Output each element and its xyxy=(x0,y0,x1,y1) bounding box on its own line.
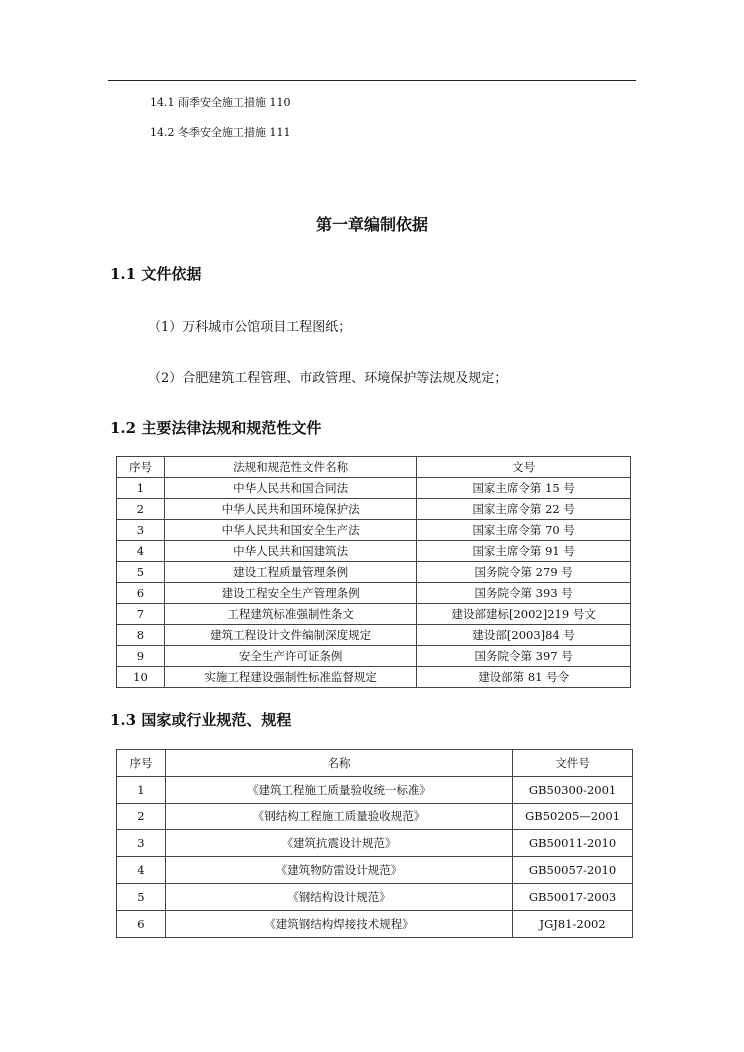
table-cell: 国家主席令第 15 号 xyxy=(417,478,631,499)
table-cell: 7 xyxy=(117,604,165,625)
table-cell: GB50057-2010 xyxy=(513,857,633,884)
standards-table xyxy=(116,749,633,938)
table-cell: 中华人民共和国建筑法 xyxy=(164,541,416,562)
list-item: （2）合肥建筑工程管理、市政管理、环境保护等法规及规定； xyxy=(148,371,508,386)
table-row xyxy=(117,541,631,562)
table-cell: 中华人民共和国合同法 xyxy=(164,478,416,499)
table-cell: 国家主席令第 70 号 xyxy=(417,520,631,541)
table-cell: 国家主席令第 91 号 xyxy=(417,541,631,562)
table-row xyxy=(117,520,631,541)
table-row xyxy=(117,562,631,583)
table-row xyxy=(117,803,633,830)
column-header: 序号 xyxy=(117,750,166,777)
table-cell: 《钢结构工程施工质量验收规范》 xyxy=(165,803,512,830)
table-cell: 3 xyxy=(117,830,166,857)
table-cell: 国务院令第 397 号 xyxy=(417,646,631,667)
table-cell: GB50017-2003 xyxy=(513,883,633,910)
table-row xyxy=(117,667,631,688)
section-heading-1-3: 1.3 国家或行业规范、规程 xyxy=(110,711,292,729)
table-cell: GB50300-2001 xyxy=(513,776,633,803)
table-row xyxy=(117,857,633,884)
table-cell: 4 xyxy=(117,857,166,884)
table-cell: 《建筑物防雷设计规范》 xyxy=(165,857,512,884)
table-header-row xyxy=(117,750,633,777)
table-cell: 6 xyxy=(117,583,165,604)
table-cell: 《钢结构设计规范》 xyxy=(165,883,512,910)
table-cell: 建设部建标[2002]219 号文 xyxy=(417,604,631,625)
section-heading-1-2: 1.2 主要法律法规和规范性文件 xyxy=(110,419,322,437)
table-cell: 建设工程安全生产管理条例 xyxy=(164,583,416,604)
column-header: 文件号 xyxy=(513,750,633,777)
column-header: 名称 xyxy=(165,750,512,777)
table-cell: 建筑工程设计文件编制深度规定 xyxy=(164,625,416,646)
list-item: （1）万科城市公馆项目工程图纸； xyxy=(148,320,352,335)
table-cell: 《建筑工程施工质量验收统一标准》 xyxy=(165,776,512,803)
table-cell: 国务院令第 279 号 xyxy=(417,562,631,583)
toc-entry[interactable]: 14.1 雨季安全施工措施 110 xyxy=(150,96,291,109)
table-cell: 国家主席令第 22 号 xyxy=(417,499,631,520)
table-cell: 3 xyxy=(117,520,165,541)
table-cell: 9 xyxy=(117,646,165,667)
table-row xyxy=(117,910,633,937)
table-row xyxy=(117,625,631,646)
column-header: 文号 xyxy=(417,457,631,478)
table-cell: 5 xyxy=(117,883,166,910)
table-cell: 建设工程质量管理条例 xyxy=(164,562,416,583)
column-header: 序号 xyxy=(117,457,165,478)
table-cell: JGJ81-2002 xyxy=(513,910,633,937)
table-row xyxy=(117,499,631,520)
table-cell: 中华人民共和国环境保护法 xyxy=(164,499,416,520)
table-cell: 1 xyxy=(117,776,166,803)
chapter-title: 第一章编制依据 xyxy=(315,215,428,234)
table-cell: 中华人民共和国安全生产法 xyxy=(164,520,416,541)
table-cell: 4 xyxy=(117,541,165,562)
table-row xyxy=(117,583,631,604)
table-cell: 实施工程建设强制性标准监督规定 xyxy=(164,667,416,688)
table-cell: 1 xyxy=(117,478,165,499)
table-cell: 10 xyxy=(117,667,165,688)
header-rule xyxy=(108,80,636,81)
laws-table xyxy=(116,456,631,688)
table-row xyxy=(117,883,633,910)
section-heading-1-1: 1.1 文件依据 xyxy=(110,265,202,283)
table-cell: 工程建筑标准强制性条文 xyxy=(164,604,416,625)
table-cell: 安全生产许可证条例 xyxy=(164,646,416,667)
table-cell: 2 xyxy=(117,499,165,520)
table-cell: 建设部[2003]84 号 xyxy=(417,625,631,646)
table-cell: 5 xyxy=(117,562,165,583)
table-cell: GB50011-2010 xyxy=(513,830,633,857)
table-cell: 国务院令第 393 号 xyxy=(417,583,631,604)
table-row xyxy=(117,604,631,625)
table-row xyxy=(117,830,633,857)
table-header-row xyxy=(117,457,631,478)
table-row xyxy=(117,776,633,803)
table-cell: GB50205—2001 xyxy=(513,803,633,830)
table-cell: 《建筑钢结构焊接技术规程》 xyxy=(165,910,512,937)
table-cell: 2 xyxy=(117,803,166,830)
table-cell: 建设部第 81 号令 xyxy=(417,667,631,688)
table-cell: 《建筑抗震设计规范》 xyxy=(165,830,512,857)
table-cell: 6 xyxy=(117,910,166,937)
toc-entry[interactable]: 14.2 冬季安全施工措施 111 xyxy=(150,126,291,139)
column-header: 法规和规范性文件名称 xyxy=(164,457,416,478)
table-row xyxy=(117,646,631,667)
table-row xyxy=(117,478,631,499)
table-cell: 8 xyxy=(117,625,165,646)
